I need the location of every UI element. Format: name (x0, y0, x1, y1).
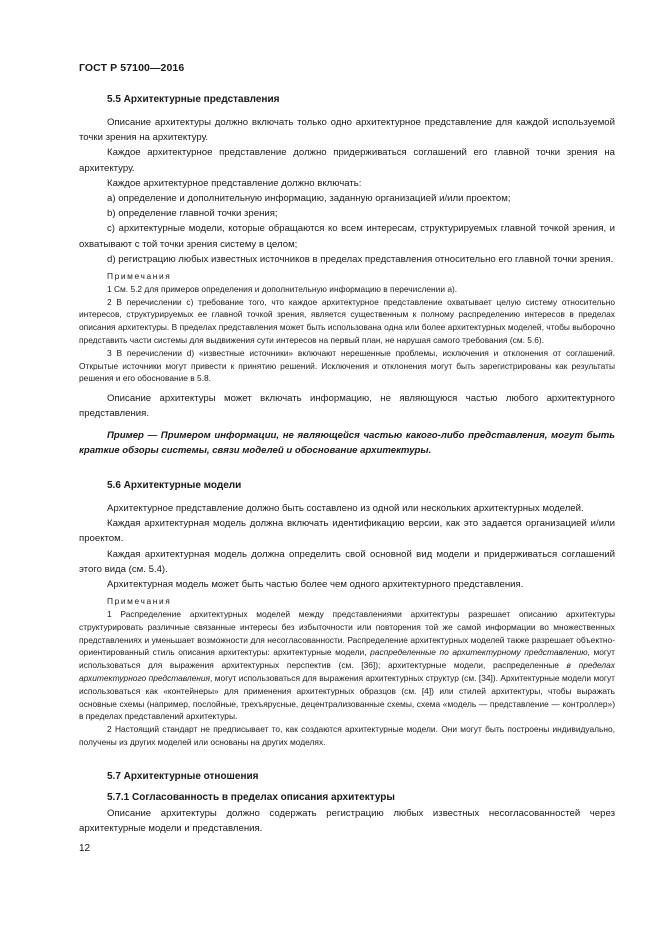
notes-heading: Примечания (107, 271, 172, 282)
paragraph: Каждая архитектурная модель должна определить свой основной вид модели и придерживаться соглашений этого вида (см. 5.4). (79, 548, 615, 575)
subsection-heading-5-7-1: 5.7.1 Согласованность в пределах описания архитектуры (107, 791, 395, 803)
paragraph: Описание архитектуры должно включать только одно архитектурное представление для каждой используемой точки зрения на архитектуру. (79, 117, 615, 144)
paragraph: Каждое архитектурное представление должно придерживаться соглашений его главной точки зрения на архитектуру. (79, 147, 615, 174)
document-header: ГОСТ Р 57100—2016 (79, 62, 185, 74)
note-text: , могут использоваться для выражения архитектурных перспектив (см. [36]); архитектурные модели, распределенные (79, 647, 615, 671)
note-italic-text: в пределах архитектурного представления (79, 660, 615, 684)
notes-heading: Примечания (107, 596, 172, 607)
note: 2 Настоящий стандарт не предписывает то, как создаются архитектурные модели. Они могут быть построены индивидуально, получены из других моделей или основаны на других моделях. (79, 724, 615, 747)
section-heading-5-7: 5.7 Архитектурные отношения (107, 770, 259, 782)
note: 2 В перечислении c) требование того, что каждое архитектурное представление охватывает целую систему относительно интересов, структурируемых ее главной точкой зрения, является существенным к полному распределению интересов в пределах описания архитектуры. В пределах представления может быть использована одна или более архитектурных моделей, чтобы выборочно представить части системы для выдвижения сути интересов на первый план, не нарушая самого требования (см. 5.6). (79, 296, 615, 346)
note-italic-text: распределенные по архитектурному представлению (370, 647, 588, 658)
list-item: d) регистрацию любых известных источников в пределах представления относительно его главной точки зрения. (107, 253, 614, 265)
note-text: , могут использоваться для выражения архитектурных структур (см. [34]). Архитектурные модели могут использоваться как «контейнеры» для применения архитектурных образцов (см. [4]) или стилей архитектуры, чтобы выражать основные схемы (например, послойные, трехъярусные, децентрализованные схемы, схема «модель — представление — контроллер») в пределах представлений архитектуры. (79, 673, 616, 722)
section-heading-5-6: 5.6 Архитектурные модели (107, 480, 242, 492)
paragraph: Описание архитектуры может включать информацию, не являющуюся частью любого архитектурного представления. (79, 393, 615, 420)
list-item: c) архитектурные модели, которые обращаются ко всем интересам, структурируемых главной точкой зрения, и охватывают с той точки зрения систему в целом; (79, 223, 615, 250)
note-text: 1 Распределение архитектурных моделей между представлениями архитектуры разрешает описанию архитектуры структурировать различные связанные интересы без избыточности или повторения той же самой информации во множественных представлениях и уменьшает возможности для несогласованности. Распределение архитектурных моделей также разрешает объектно-ориентированный стиль описания архитектуры: архитектурные модели, (79, 609, 615, 658)
paragraph: Каждая архитектурная модель должна включать идентификацию версии, как это задается организацией и/или проектом. (79, 518, 615, 545)
note: 1 См. 5.2 для примеров определения и дополнительную информацию в перечислении a). (107, 283, 458, 294)
example-text: Пример — Примером информации, не являющейся частью какого-либо представления, могут быть краткие обзоры системы, связи моделей и обоснование архитектуры. (79, 429, 615, 456)
list-item: b) определение главной точки зрения; (107, 208, 278, 220)
paragraph: Архитектурное представление должно быть составлено из одной или нескольких архитектурных моделей. (107, 503, 584, 515)
section-heading-5-5: 5.5 Архитектурные представления (107, 94, 280, 105)
paragraph: Каждое архитектурное представление должно включать: (107, 177, 362, 189)
list-item: a) определение и дополнительную информацию, заданную организацией и/или проектом; (107, 193, 511, 205)
note: 3 В перечислении d) «известные источники» включают нерешенные проблемы, исключения и отклонения от соглашений. Открытые источники могут привести к принятию решений. Исключения и отклонения могут быть зарегистрированы как результаты решения и его обоснование в 5.8. (79, 347, 615, 384)
paragraph: Описание архитектуры должно содержать регистрацию любых известных несогласованностей через архитектурные модели и представления. (79, 807, 615, 834)
note (79, 608, 615, 723)
paragraph: Архитектурная модель может быть частью более чем одного архитектурного представления. (107, 579, 524, 591)
page-number: 12 (79, 843, 91, 854)
page-content (79, 92, 615, 836)
